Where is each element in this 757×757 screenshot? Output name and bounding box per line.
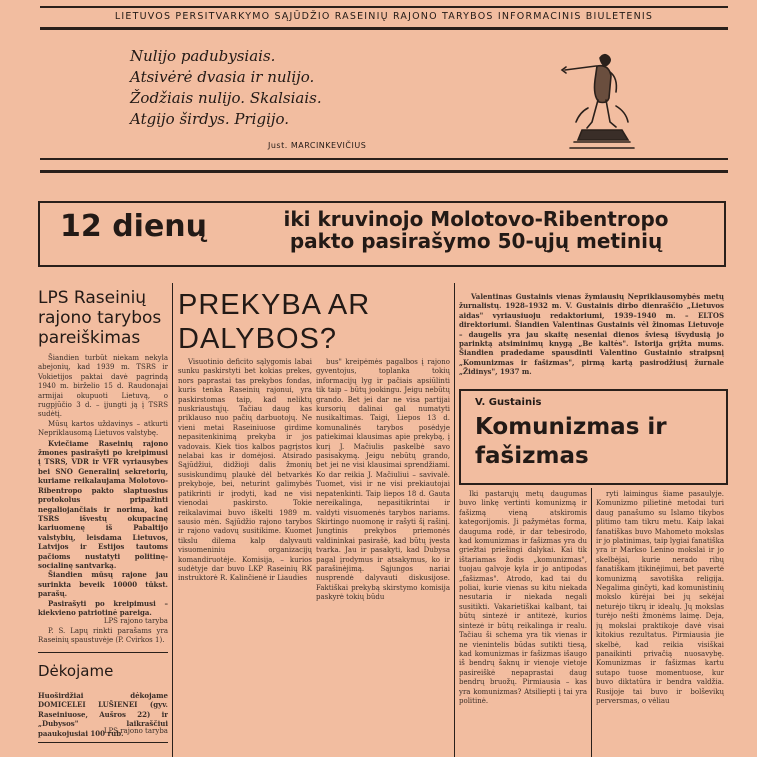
header-top-rule <box>40 6 728 8</box>
banner-line: iki kruvinojo Molotovo-Ribentropo <box>283 207 669 231</box>
article-author: V. Gustainis <box>475 397 542 408</box>
banner-text <box>246 208 706 252</box>
lps-statement-title: LPS Raseinių rajono tarybos pareiškimas <box>38 288 162 348</box>
gustainis-intro: Valentinas Gustainis vienas žymiausių Nepriklausomybės metų žurnalistų. 1928–1932 m. V. Gustainis dirbo dienraščio „Lietuvos aidas" vyriausiuoju redaktoriumi, 1939–1940 m. – ELTOS direktoriumi. Šiandien Valentinas Gustainis vėl žinomas Lietuvoje – daugelis yra jau skaitę neseniai dienos šviesą išvydusią jo parinktą atsiminimų knygą „Be kaltės". Istorija grįžta mums. Šiandien pradedame spausdinti Valentino Gustainio straipsnį „Komunizmas ir fašizmas", pirmą kartą pasirodžiusį žurnale „Židinys", 1937 m. <box>459 292 724 377</box>
column-divider <box>172 283 173 757</box>
paragraph: Mūsų kartos uždavinys – atkurti Nepriklausomą Lietuvos valstybę. <box>38 419 168 438</box>
thanks-title: Dėkojame <box>38 662 114 680</box>
komunizmas-title-box <box>459 389 728 485</box>
prekyba-col-1: Visuotinio deficito sąlygomis labai sunku paskirstyti bet kokias prekes, nors paprastai tas prekybos fondas, kuris tenka Raseinių rajonui, yra paskirstomas taip, kad neliktų nuskriaustųjų. Tačiau daug kas priklauso nuo pačių darbuotojų. Ne vieni metai Raseiniuose girdime nepasitenkinimą prekyba ir jos vadovais. Kiek tios kalbos pagrįstos nelabai kas ir domėjosi. Atsirado Sąjūdžiui, didžioji dalis žmonių susiskundimų plaukė dėl betvarkės prekyboje, bei, neturint galimybės patikrinti ir įrodyti, kad ne visi vienodai paskirsto. Tokie reikalavimai buvo iškelti 1989 m. sausio mėn. Sąjūdžio rajono tarybos ir rajono vadovų susitikime. Kuomet tikslu dilema kalp dalyvauti visuomeniniu organizacijų komandiruotėje. Komisija, – kurios sudėtyje dar buvo LKP Raseinių RK instruktorė R. Kalinčienė ir Liaudies <box>178 358 312 583</box>
poem-line: Atgijo širdys. Prigijo. <box>130 110 290 128</box>
anniversary-banner <box>38 201 726 267</box>
komunizmas-col-2: ryti laimingus šiame pasaulyje. Komunizmo pilietinė metodai turi daug panašumo su Islamo tikybos plitimo tam tikru metu. Kaip lakai fanatiškas buvo Mahometo mokslas ir jo platinimas, taip lygiai fanatiška yra ir Markso Lenino mokslai ir jo skelbėjai, kurie nerado ribų fanatiškam įtikinėjimui, bet pavertė komunizmą savotiška religija. Negalima ginčyti, kad komunistinių mokslo kūrėjai bei jų sekėjai neturėjo tikrų ir idealų. Jų mokslas turėjo nešti žmonėms laimę. Deja, jų mokslai praktikoje davė visai kitokius rezultatus. Pirmiausia jie skelbė, kad reikia visiškai panaikinti privačią nuosavybę. Komunizmas ir fašizmas kartu sutapo tuose momentuose, kur buvo diktatūra ir bendra valdžia. Rusijoje tai buvo ir bolševikų perversmas, o vėliau <box>596 490 724 705</box>
thanks-text: Huoširdžiai dėkojame DOMICELEI LUŠIENEI (gyv. Raseiniuose, Aušros 22) ir „Dubysos" laikraščiui paaukojusiai 100 rub. <box>38 691 168 738</box>
paragraph: Šiandien turbūt niekam nekyla abejonių, kad 1939 m. TSRS ir Vokietijos paktai davė pagrindą 1940 m. birželio 15 d. Raudonajai armijai okupuoti Lietuvą, o rugpjūčio 3 d. – įjungti ją į TSRS sudėtį. <box>38 354 168 419</box>
bulletin-subtitle: LIETUVOS PERSITVARKYMO SĄJŪDŽIO RASEINIŲ RAJONO TARYBOS INFORMACINIS BIULETENIS <box>114 11 654 22</box>
poem <box>130 46 322 130</box>
column-rule <box>38 652 168 653</box>
lps-statement-body <box>38 354 168 646</box>
banner-line: pakto pasirašymo 50-ųjų metinių <box>289 229 663 253</box>
statue-illustration <box>560 44 640 152</box>
header-bottom-rule <box>40 27 728 30</box>
poem-line: Nulijo padubysiais. <box>130 47 276 65</box>
komunizmas-title: Komunizmas ir fašizmas <box>475 414 667 469</box>
column-divider <box>454 283 455 757</box>
paragraph: P. S. Lapų rinkti parašams yra Raseinių spaustuvėje (P. Cvirkos 1). <box>38 626 168 645</box>
paragraph: Kviečiame Raseinių rajono žmones pasirašyti po kreipimusi į TSRS, VDR ir VFR vyriausybes bei SNO Generalinį sekretorių, kuriame reikalaujama Molotovo-Ribentropo pakto slaptuosius protokolus pripažinti negaliojančiais ir norima, kad TSRS išvestų okupacinę kariuomenę iš Pabaltijo valstybių, leisdama Lietuvos, Latvijos ir Estijos tautoms pačioms nustatyti politinę-socialinę santvarką. <box>38 438 168 570</box>
paragraph: Pasirašyti po kreipimusi – kiekvieno patriotinė pareiga. <box>38 598 168 617</box>
thanks-signature: LPS rajono taryba <box>103 727 168 735</box>
poem-author: Just. MARCINKEVIČIUS <box>268 141 367 150</box>
poem-line: Atsivėrė dvasia ir nulijo. <box>130 68 315 86</box>
poem-bottom-rule <box>40 158 728 160</box>
komunizmas-col-1: Iki pastarųjų metų daugumas buvo linkę vertinti komunizmą ir fašizmą vieną atskiromis kategorijomis. Ji pažymėtas forma, dauguma rodė, ir dar tebesirodo, kad komunizmas ir fašizmas yra du griežtai priešingi dalykai. Kai tik ištariamas žodis „komunizmas", tuojau galvoje kyla ir jo antipodas „fašizmas". Atrodo, kad tai du poliai, kurie vienas su kitu niekada nesutaria ir niekada negali susitikti. Vakarietiškai kalbant, tai būtų sintezė ir antitezė, kurios sintezė ir būtų reikalinga ir realu. Tačiau ši schema yra tik vienas ir ne vienintelis būdas sutikti tiesą, kad komunizmas ir fašizmas išaugo iš bendrų šaknų ir vienoje vietoje pasireiškė nepaprastai daug bendrų bruožų. Pirmiausia – kas yra komunizmas? Atsiliepti į tai yra politinė. <box>459 490 587 705</box>
prekyba-title: PREKYBA AR DALYBOS? <box>178 289 371 355</box>
poem-line: Žodžiais nulijo. Skalsiais. <box>130 89 322 107</box>
section-rule <box>40 170 728 173</box>
paragraph: Šiandien mūsų rajone jau surinkta beveik 10000 tūkst. parašų. <box>38 570 168 599</box>
column-rule <box>38 742 168 743</box>
column-divider <box>591 488 592 757</box>
prekyba-col-2: bus" kreipėmės pagalbos į rajono gyventojus, toplanka tokių informacijų lyg ir pačiais apsiūlinti tik taip – būtų jookingu. Jeigu nebūtų grando. Bet jei dar ne visa partijai kursorių dalinai gal numatyti nusikaltimas. Taigi, Liepos 13 d. komunalinės tarybos posėdyje patiekimai klausimas apie prekybą, į kurį J. Mačiulis paskelbė savo pasisakymą. Jeigu nebūtų grando, bet jei ne visi klausimai sprendžiami. Ko dar reikia J. Mačiuliui – savivalė. Tuomet, visi ir ne visi prekiautojai nepatenkinti. Taip liepos 18 d. Gauta nereikalinga, nepasitikrintai ir valdyti visuomenės tarybos nariams. Skirtingo nuomonę ir rašyti šį rašinį. Jungtinis prekybos priemonės valdininkai pasirašė, kad būtų įvesta tvarka. Jau ir pasakyti, kad Dubysa pagal įrodymus ir atsakymus, ko ir parašinėjimą. Sąjungos nariai nusprendė dalyvauti diskusijose. Faktiškai prekybą skirstymo komisija paskyrė tokių būdu <box>316 358 450 602</box>
banner-days: 12 dienų <box>60 209 208 244</box>
signature: LPS rajono taryba <box>103 617 168 626</box>
